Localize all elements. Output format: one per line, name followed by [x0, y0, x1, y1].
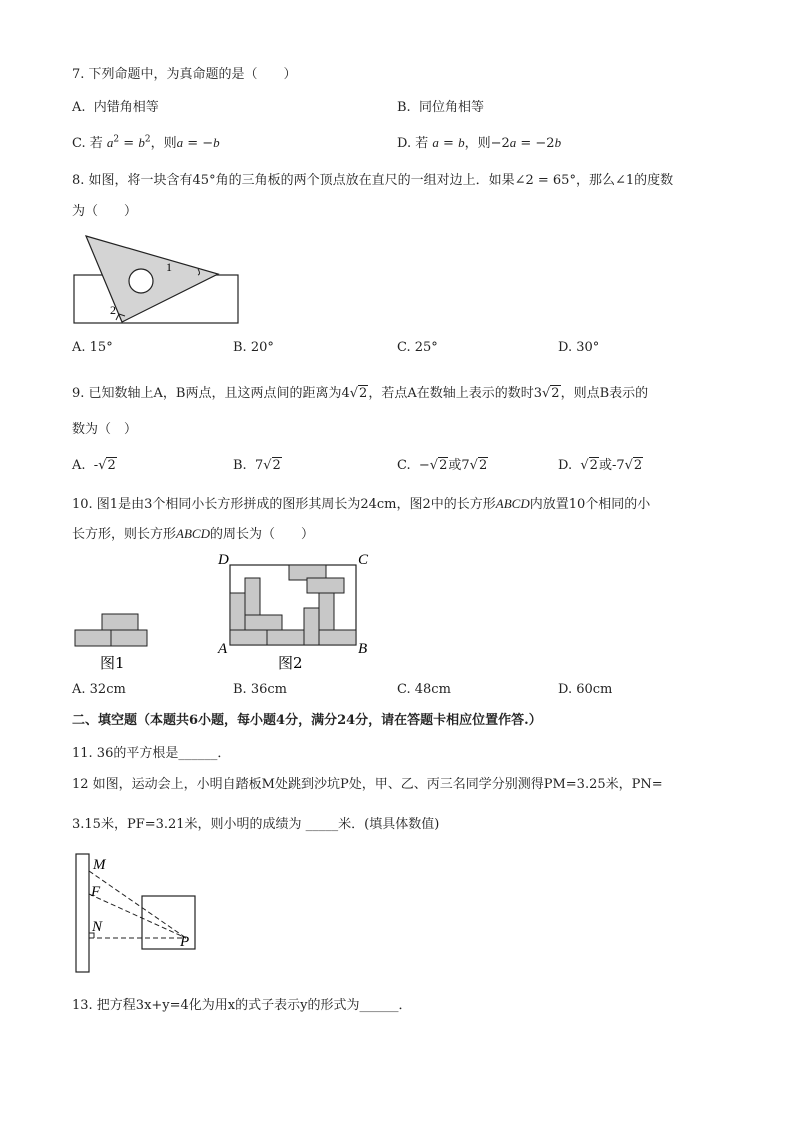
label-n: N	[92, 919, 103, 935]
label-m: M	[93, 857, 106, 873]
q12-figure	[74, 850, 214, 975]
q8-stem-line2: 为（ ）	[72, 204, 138, 219]
q10-stem-line2: 长方形，则长方形ABCD的周长为（ ）	[72, 526, 314, 542]
q9-stem-line2: 数为（ ）	[72, 422, 138, 437]
small-rect	[230, 630, 267, 645]
q12-line2: 3.15米，PF=3.21米，则小明的成绩为 _____米．(填具体数值)	[72, 817, 440, 832]
angle-1-label: 1	[166, 260, 172, 274]
takeoff-board	[76, 854, 89, 972]
q8-option-b: B. 20°	[233, 340, 274, 355]
q8-option-d: D. 30°	[558, 340, 600, 355]
q10-stem-line1: 10. 图1是由3个相同小长方形拼成的图形其周长为24cm，图2中的长方形ABCD内放置10个相同的小	[72, 496, 651, 512]
angle-2-label: 2	[110, 303, 116, 317]
set-square-hole	[129, 269, 153, 293]
corner-a-label: A	[218, 641, 228, 657]
q9-option-b: B. 7√2	[233, 458, 281, 473]
small-rect	[230, 593, 245, 630]
small-rect	[319, 593, 334, 630]
fig1-left-rect	[75, 630, 111, 646]
q9-option-d: D. √2或-7√2	[558, 458, 643, 473]
q10-option-b: B. 36cm	[233, 682, 287, 697]
q8-stem-line1: 8. 如图，将一块含有45°角的三角板的两个顶点放在直尺的一组对边上．如果∠2 = 65°，那么∠1的度数	[72, 173, 674, 188]
q8-option-a: A. 15°	[72, 340, 113, 355]
small-rect	[245, 578, 260, 615]
section-2-heading: 二、填空题（本题共6小题，每小题4分，满分24分，请在答题卡相应位置作答.）	[72, 713, 542, 728]
fig1-top-rect	[102, 614, 138, 630]
q10-option-a: A. 32cm	[72, 682, 126, 697]
q8-figure	[72, 234, 242, 326]
corner-c-label: C	[358, 552, 369, 568]
label-p: P	[180, 934, 190, 950]
q12-line1: 12 如图，运动会上，小明自踏板M处跳到沙坑P处，甲、乙、丙三名同学分别测得PM=3.25米，PN=	[72, 777, 663, 792]
small-rect	[304, 608, 319, 645]
fig1-caption: 图1	[100, 654, 125, 672]
q13-text: 13. 把方程3x+y=4化为用x的式子表示y的形式为______．	[72, 998, 412, 1013]
fig1-right-rect	[111, 630, 147, 646]
corner-d-label: D	[218, 552, 229, 568]
q7-stem: 7. 下列命题中，为真命题的是（ ）	[72, 67, 297, 82]
q8-option-c: C. 25°	[397, 340, 438, 355]
small-rect	[307, 578, 344, 593]
small-rect	[267, 630, 304, 645]
q7-option-a: A. 内错角相等	[72, 100, 159, 115]
small-rect	[319, 630, 356, 645]
fig2-caption: 图2	[278, 654, 303, 672]
q9-stem-line1: 9. 已知数轴上A，B两点，且这两点间的距离为4√2，若点A在数轴上表示的数时3√2，则点B表示的	[72, 386, 649, 401]
q9-option-c: C. −√2或7√2	[397, 458, 488, 473]
q7-option-c: C. 若 $a^2 = b^2$，则a = −b	[72, 134, 220, 151]
q10-figure-1	[72, 612, 152, 672]
label-f: F	[91, 884, 101, 900]
q7-option-d: D. 若 a = b，则−2a = −2b	[397, 135, 562, 151]
corner-b-label: B	[358, 641, 368, 657]
q10-figure-2	[216, 550, 376, 675]
q10-option-c: C. 48cm	[397, 682, 451, 697]
q10-option-d: D. 60cm	[558, 682, 613, 697]
small-rect	[245, 615, 282, 630]
q9-option-a: A. -√2	[72, 458, 116, 473]
q7-option-b: B. 同位角相等	[397, 100, 484, 115]
q11-text: 11. 36的平方根是______．	[72, 746, 231, 761]
